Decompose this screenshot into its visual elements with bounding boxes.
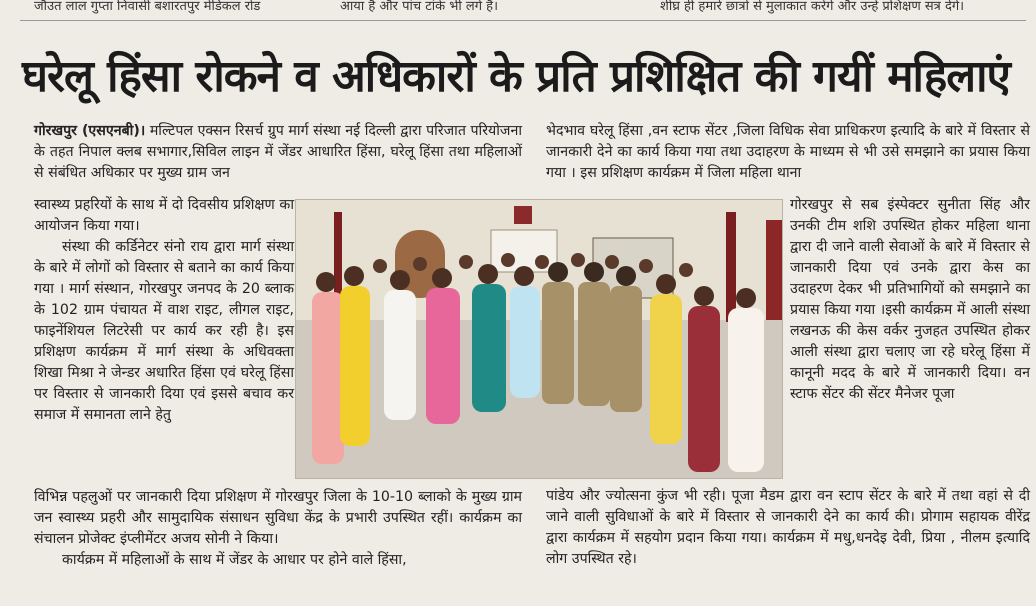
group-photo	[295, 199, 783, 479]
article-col2-bottom	[546, 486, 1030, 570]
article-col1-intro	[34, 121, 522, 184]
top-strip-left: जौउत लाल गुप्ता निवासी बशारतपुर मेडिकल रोड	[34, 0, 261, 14]
top-divider	[20, 20, 1026, 21]
col2-para1-part1: भेदभाव घरेलू हिंसा ,वन स्टाफ सेंटर ,जिला विधिक सेवा प्राधिकरण इत्यादि के बारे में विस्तार से जानकारी देने का कार्य किया गया तथा उदाहरण के माध्यम से भी उसे समझाने का प्रयास किया गया । इस प्रशिक्षण कार्यक्रम में जिला महिला थाना	[546, 123, 1030, 181]
top-strip-middle: आया है और पांच टांके भी लगे हैं।	[340, 0, 499, 14]
col2-para1-part3: पांडेय और ज्योत्सना कुंज भी रही। पूजा मैडम द्वारा वन स्टाप सेंटर के बारे में तथा वहां से दी जाने वाली सुविधाओं के बारे में विस्तार से जानकारी देने का कार्य की। प्रोगाम सहायक वीरेंद्र द्वारा कार्यक्रम में सहयोग प्रदान किया गया। कार्यक्रम में मधु,धनदेइ देवी, प्रिया , नीलम इत्यादि लोग उपस्थित रहे।	[546, 488, 1030, 567]
article-col2-body	[790, 195, 1030, 405]
headline: घरेलू हिंसा रोकने व अधिकारों के प्रति प्रशिक्षित की गयीं महिलाएं	[22, 51, 1010, 102]
col1-para2-cont: विभिन्न पहलुओं पर जानकारी दिया प्रशिक्षण में गोरखपुर जिला के 10-10 ब्लाको के मुख्य ग्राम जन स्वास्थ्य प्रहरी और सामुदायिक संसाधन सुविधा केंद्र के प्रभारी उपस्थित रहीं। कार्यक्रम का संचालन प्रोजेक्ट इंप्लीमेंटर अजय सोनी ने किया।	[34, 489, 522, 547]
article-col2-top	[546, 121, 1030, 184]
article-col1-bottom	[34, 487, 522, 571]
col1-para1-part2: स्वास्थ्य प्रहरियों के साथ में दो दिवसीय प्रशिक्षण का आयोजन किया गया।	[34, 197, 294, 234]
article-col1-body	[34, 195, 294, 426]
col2-para1-part2: गोरखपुर से सब इंस्पेक्टर सुनीता सिंह और उनकी टीम शशि उपस्थित होकर महिला थाना द्वारा दी जाने वाली सेवाओं के बारे में विस्तार से जानकारी दिया एवं उनके द्वारा केस का उदाहरण देकर भी प्रतिभागियों को समझाने का प्रयास किया गया ।इसी कार्यक्रम में आली संस्था लखनऊ की केस वर्कर नुजहत उपस्थित होकर आली संस्था द्वारा चलाए जा रहे घरेलू हिंसा में कानूनी मदद के बारे में जानकारी दिया। वन स्टाफ सेंटर की सेंटर मैनेजर पूजा	[790, 197, 1030, 402]
col1-para2: संस्था की कर्डिनेटर संनो राय द्वारा मार्ग संस्था के बारे में लोगों को विस्तार से बताने का कार्य किया गया । मार्ग संस्थान, गोरखपुर जनपद के 20 ब्लाक के 102 ग्राम पंचायत में वाश राइट, लीगल राइट, फाइनेंशियल लिटरेसी पर कार्य कर रही है। इस प्रशिक्षण कार्यक्रम में मार्ग संस्था के अधिवक्ता शिखा मिश्रा ने जेन्डर अधारित हिंसा एवं घरेलू हिंसा पर विस्तार से जानकारी दिया एवं इससे बचाव कर समाज में समानता लाने हेतु	[34, 239, 294, 423]
col1-para3: कार्यक्रम में महिलाओं के साथ में जेंडर के आधार पर होने वाले हिंसा,	[62, 552, 407, 568]
col1-para1-part1: मल्टिपल एक्सन रिसर्च ग्रुप मार्ग संस्था नई दिल्ली द्वारा परिजात परियोजना के तहत निपाल क्लब सभागार,सिविल लाइन में जेंडर आधारित हिंसा, घरेलू हिंसा तथा महिलाओं से संबंधित अधिकार पर मुख्य ग्राम जन	[34, 123, 523, 181]
dateline: गोरखपुर (एसएनबी)।	[34, 123, 146, 139]
top-strip-right: शीघ्र ही हमारे छात्रों से मुलाकात करेंगे और उन्हें प्रशिक्षण सत्र देंगे।	[660, 0, 965, 14]
